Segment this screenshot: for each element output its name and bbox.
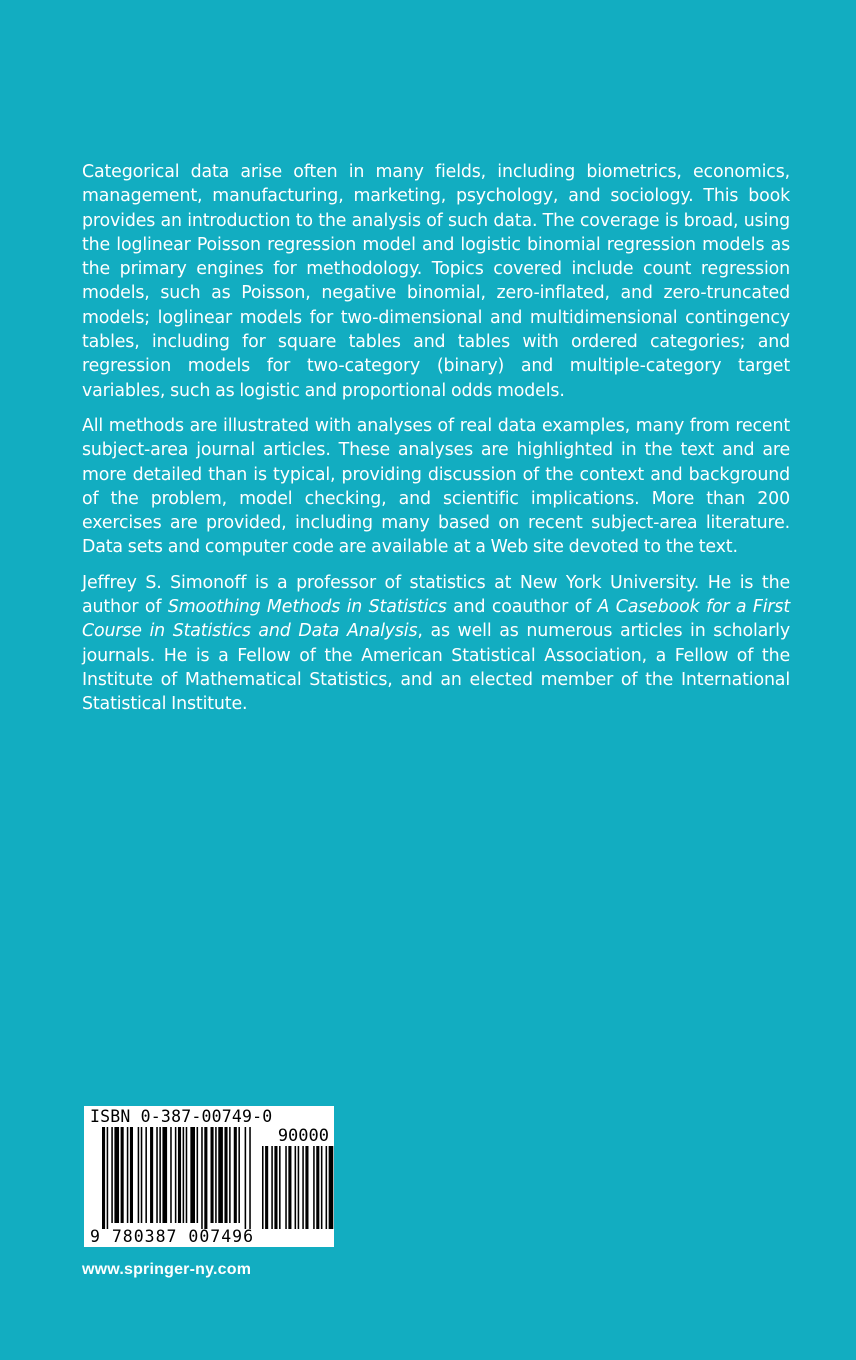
barcode-bar: [211, 1127, 214, 1223]
barcode-bar: [249, 1127, 251, 1229]
barcode-bar: [130, 1127, 133, 1223]
barcode-bar: [141, 1127, 143, 1223]
barcode-bar: [229, 1127, 231, 1223]
barcode-bar: [127, 1127, 129, 1223]
barcode-bar: [245, 1127, 247, 1229]
barcode-addon-bar: [285, 1146, 287, 1229]
barcode-bar: [234, 1127, 237, 1223]
barcode-addon-bar: [316, 1146, 319, 1229]
barcode-addon-bar: [265, 1146, 268, 1229]
barcode-bar: [138, 1127, 140, 1223]
barcode-bar: [111, 1127, 113, 1223]
barcode-addon-bar: [302, 1146, 304, 1229]
publisher-website: www.springer-ny.com: [82, 1261, 252, 1278]
barcode-bar: [107, 1127, 109, 1229]
barcode-bar: [201, 1127, 203, 1229]
barcode-bar: [190, 1127, 195, 1223]
barcode-bar: [178, 1127, 181, 1223]
author-bio-part2: and coauthor of: [446, 597, 598, 618]
barcode-addon-bar: [279, 1146, 281, 1229]
barcode-bar: [162, 1127, 167, 1223]
barcode-bar: [224, 1127, 227, 1223]
barcode-bar: [121, 1127, 124, 1223]
barcode-addon-bar: [288, 1146, 291, 1229]
book-title-smoothing-methods: Smoothing Methods in Statistics: [167, 597, 447, 618]
isbn-barcode: [84, 1106, 334, 1247]
barcode-bar: [156, 1127, 158, 1223]
barcode-addon-bar: [298, 1146, 300, 1229]
barcode-bar: [186, 1127, 188, 1223]
barcode-addon-bar: [329, 1146, 334, 1229]
barcode-addon-bar: [305, 1146, 308, 1229]
barcode-bar: [170, 1127, 172, 1223]
barcode-bar: [145, 1127, 147, 1223]
barcode-bar: [197, 1127, 199, 1223]
barcode-addon-bar: [271, 1146, 273, 1229]
cover-blurb: [82, 160, 790, 728]
barcode-bar: [215, 1127, 217, 1223]
barcode-bar: [159, 1127, 161, 1223]
blurb-paragraph-methods: All methods are illustrated with analyses of real data examples, many from recent subject-area journal articles. These analyses are highlighted in the text and are more detailed than is typical, providing discussion of the context and background of the problem, model checking, and scientific implications. More than 200 exercises are provided, including many based on recent subject-area literature. Data sets and computer code are available at a Web site devoted to the text.: [82, 415, 790, 558]
barcode-addon-bar: [274, 1146, 277, 1229]
author-bio: [82, 571, 790, 717]
barcode-bar: [218, 1127, 223, 1223]
barcode-addon-bar: [262, 1146, 264, 1229]
barcode-bar: [238, 1127, 240, 1223]
barcode-bar: [114, 1127, 119, 1223]
isbn-label: ISBN 0-387-00749-0: [90, 1107, 273, 1126]
author-bio-part1: Jeffrey S. Simonoff is a professor of statistics at New York University. He is the author of: [82, 572, 790, 618]
barcode-addon-bar: [321, 1146, 323, 1229]
ean-number: 9 780387 007496: [90, 1227, 255, 1246]
barcode-addon-bar: [313, 1146, 315, 1229]
book-title-casebook: A Casebook for a First Course in Statistics and Data Analysis: [82, 597, 790, 642]
price-addon-number: 90000: [277, 1126, 329, 1146]
barcode-addon-bar: [295, 1146, 297, 1229]
author-bio-part3: , as well as numerous articles in scholarly journals. He is a Fellow of the American Statistical Association, a Fellow of the Institute of Mathematical Statistics, and an elected member of the International Statistical Institute.: [82, 621, 790, 715]
barcode-bar: [204, 1127, 207, 1229]
barcode-bar: [102, 1127, 105, 1229]
barcode-bar: [183, 1127, 185, 1223]
blurb-paragraph-description: Categorical data arise often in many fields, including biometrics, economics, management, manufacturing, marketing, psychology, and sociology. This book provides an introduction to the analysis of such data. The coverage is broad, using the loglinear Poisson regression model and logistic binomial regression models as the primary engines for methodology. Topics covered include count regression models, such as Poisson, negative binomial, zero-inflated, and zero-truncated models; loglinear models for two-dimensional and multidimensional contingency tables, including for square tables and tables with ordered categories; and regression models for two-category (binary) and multiple-category target variables, such as logistic and proportional odds models.: [82, 162, 790, 401]
barcode-bar: [150, 1127, 153, 1223]
barcode-addon-bar: [326, 1146, 328, 1229]
barcode-bar: [175, 1127, 177, 1223]
